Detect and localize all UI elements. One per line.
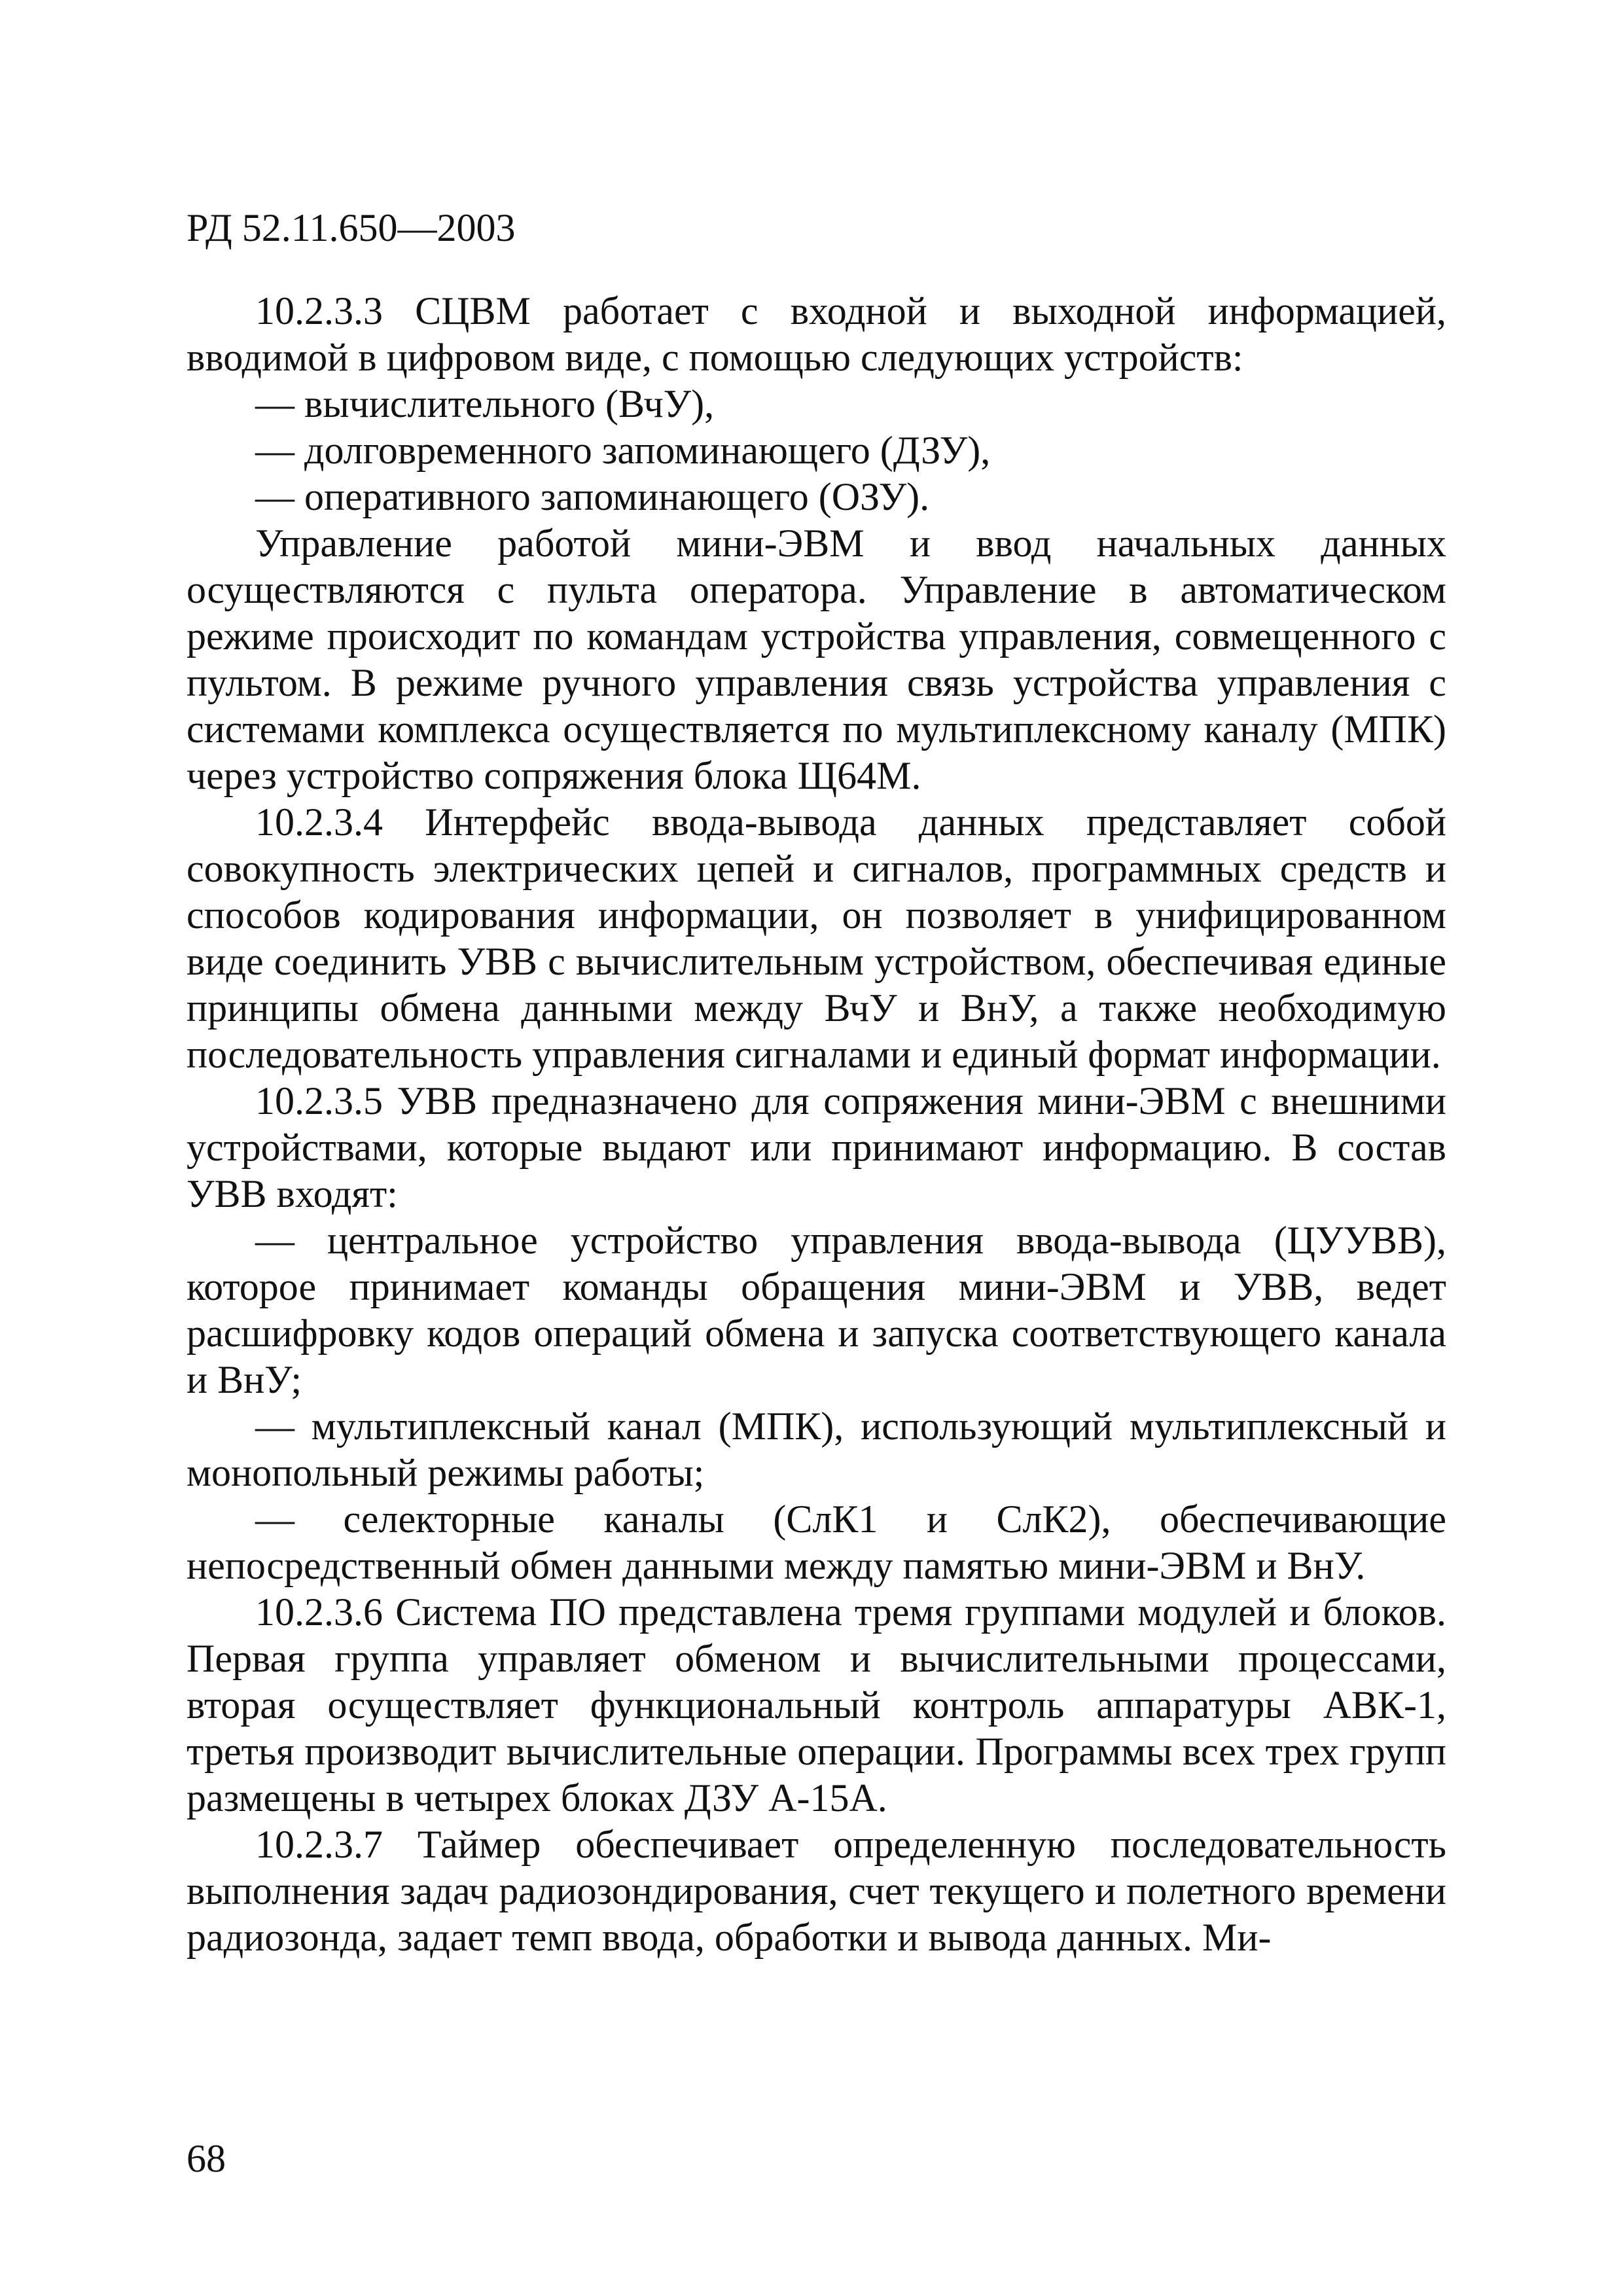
- paragraph-10-2-3-4: 10.2.3.4 Интерфейс ввода-вывода данных представляет собой совокупность электрических цепей и сигналов, программных средств и способов кодирования информации, он позволяет в унифицированном виде соединить УВВ с вычислительным устройством, обеспечивая единые принципы обмена данными между ВчУ и ВнУ, а также необходимую последовательность управления сигналами и единый формат информации.: [187, 800, 1446, 1076]
- document-code: РД 52.11.650—2003: [187, 206, 516, 249]
- list-item-central-io-controller: — центральное устройство управления ввода-вывода (ЦУУВВ), которое принимает команды обращения мини-ЭВМ и УВВ, ведет расшифровку кодов операций обмена и запуска соответствующего канала и ВнУ;: [187, 1219, 1446, 1401]
- list-item-computing-unit: — вычислительного (ВчУ),: [255, 382, 715, 425]
- paragraph-control: Управление работой мини-ЭВМ и ввод начальных данных осуществляются с пульта оператора. Управление в автоматическом режиме происходит по командам устройства управления, совмещенного с пультом. В режиме ручного управления связь устройства управления с системами комплекса осуществляется по мультиплексному каналу (МПК) через устройство сопряжения блока Щ64М.: [187, 522, 1446, 797]
- page-number: 68: [187, 2137, 226, 2180]
- paragraph-10-2-3-6: 10.2.3.6 Система ПО представлена тремя группами модулей и блоков. Первая группа управляет обменом и вычислительными процессами, вторая осуществляет функциональный контроль аппаратуры АВК-1, третья производит вычислительные операции. Программы всех трех групп размещены в четырех блоках ДЗУ А-15А.: [187, 1590, 1446, 1820]
- list-item-long-term-memory: — долговременного запоминающего (ДЗУ),: [255, 429, 991, 472]
- paragraph-10-2-3-5: 10.2.3.5 УВВ предназначено для сопряжения мини-ЭВМ с внешними устройствами, которые выдают или принимают информацию. В состав УВВ входят:: [187, 1079, 1446, 1215]
- list-item-selector-channels: — селекторные каналы (СлК1 и СлК2), обеспечивающие непосредственный обмен данными между памятью мини-ЭВМ и ВнУ.: [187, 1498, 1446, 1587]
- list-item-multiplex-channel: — мультиплексный канал (МПК), использующий мультиплексный и монопольный режимы работы;: [187, 1405, 1446, 1494]
- list-item-operative-memory: — оперативного запоминающего (ОЗУ).: [255, 475, 930, 518]
- body-text: [187, 288, 1446, 1961]
- paragraph-10-2-3-3: 10.2.3.3 СЦВМ работает с входной и выходной информацией, вводимой в цифровом виде, с помощью следующих устройств:: [187, 289, 1446, 379]
- paragraph-10-2-3-7: 10.2.3.7 Таймер обеспечивает определенную последовательность выполнения задач радиозондирования, счет текущего и полетного времени радиозонда, задает темп ввода, обработки и вывода данных. Ми-: [187, 1823, 1446, 1959]
